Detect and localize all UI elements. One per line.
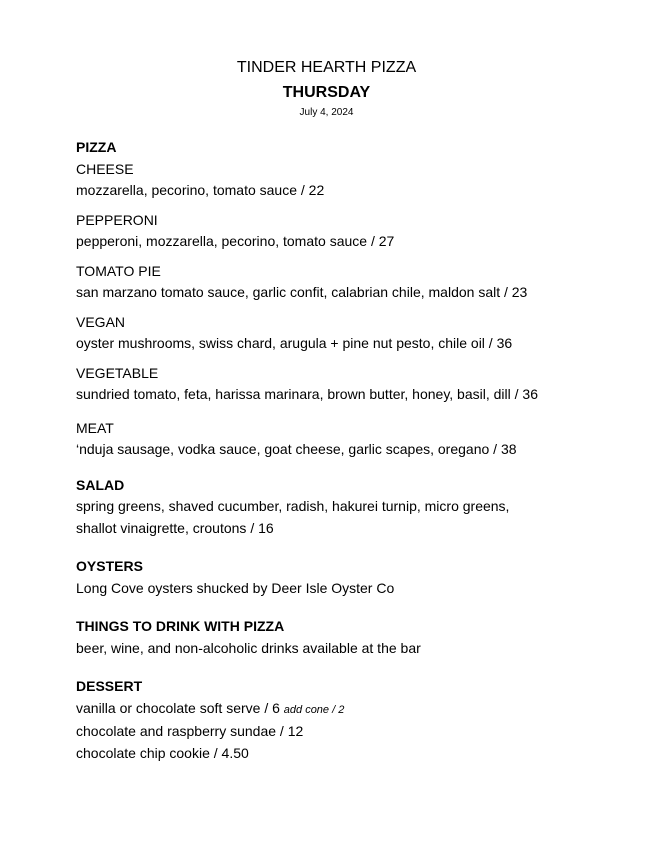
item-description: pepperoni, mozzarella, pecorino, tomato sauce / 27 <box>76 233 395 249</box>
item-name: MEAT <box>76 419 114 436</box>
drinks-heading: THINGS TO DRINK WITH PIZZA <box>76 618 285 634</box>
salad-description-line: shallot vinaigrette, croutons / 16 <box>76 519 274 536</box>
item-description: sundried tomato, feta, harissa marinara, brown butter, honey, basil, dill / 36 <box>76 386 538 402</box>
menu-item <box>76 312 636 355</box>
dessert-heading: DESSERT <box>76 678 143 694</box>
drinks-description: beer, wine, and non-alcoholic drinks available at the bar <box>76 639 421 656</box>
item-name: PEPPERONI <box>76 211 158 228</box>
salad-description-line: spring greens, shaved cucumber, radish, hakurei turnip, micro greens, <box>76 498 510 514</box>
oysters-heading: OYSTERS <box>76 558 143 574</box>
salad-heading: SALAD <box>76 476 125 493</box>
menu-day: THURSDAY <box>282 84 371 101</box>
dessert-item <box>76 698 636 722</box>
item-description: oyster mushrooms, swiss chard, arugula + pine nut pesto, chile oil / 36 <box>76 335 513 351</box>
menu-item <box>76 261 636 304</box>
item-description: mozzarella, pecorino, tomato sauce / 22 <box>76 182 325 198</box>
pizza-heading: PIZZA <box>76 139 117 155</box>
menu-body <box>76 137 636 764</box>
item-description: san marzano tomato sauce, garlic confit, calabrian chile, maldon salt / 23 <box>76 284 528 300</box>
menu-item <box>76 159 636 202</box>
item-name: TOMATO PIE <box>76 262 161 279</box>
dessert-item-text: vanilla or chocolate soft serve / 6 <box>76 699 280 716</box>
oysters-description: Long Cove oysters shucked by Deer Isle Oyster Co <box>76 579 395 596</box>
item-name: VEGETABLE <box>76 364 159 381</box>
dessert-item: chocolate and raspberry sundae / 12 <box>76 723 304 739</box>
menu-item <box>76 418 636 461</box>
salad-section <box>76 475 636 540</box>
menu-date: July 4, 2024 <box>299 107 354 118</box>
dessert-section <box>76 676 636 764</box>
item-description: ‘nduja sausage, vodka sauce, goat cheese, garlic scapes, oregano / 38 <box>76 441 517 457</box>
oysters-section <box>76 556 636 599</box>
dessert-item: chocolate chip cookie / 4.50 <box>76 744 249 761</box>
drinks-section <box>76 616 636 659</box>
pizza-section <box>76 137 636 461</box>
menu-item <box>76 363 636 406</box>
item-name: VEGAN <box>76 313 126 330</box>
dessert-item-note: add cone / 2 <box>283 703 345 716</box>
item-name: CHEESE <box>76 160 134 177</box>
menu-item <box>76 210 636 253</box>
restaurant-name: TINDER HEARTH PIZZA <box>236 59 417 76</box>
